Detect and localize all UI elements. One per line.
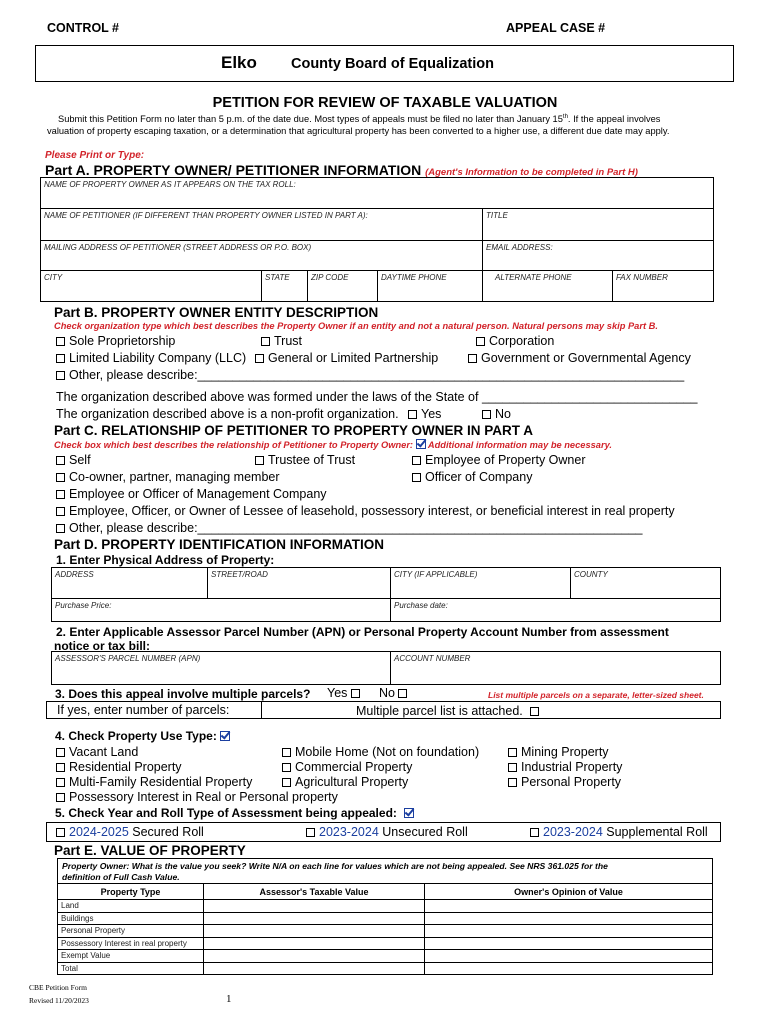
board-name: County Board of Equalization [291, 56, 494, 72]
checkbox-icon[interactable] [482, 410, 491, 419]
roll-unsecured[interactable]: 2023-2024 Unsecured Roll [306, 825, 468, 839]
part-e-instruction-cont: definition of Full Cash Value. [62, 872, 180, 882]
checkbox-icon[interactable] [56, 490, 65, 499]
use-personal[interactable]: Personal Property [508, 775, 621, 789]
checkbox-icon[interactable] [351, 689, 360, 698]
option-lessee[interactable]: Employee, Officer, or Owner of Lessee of leasehold, possessory interest, or beneficial interest in real property [56, 504, 675, 518]
part-b-instruction: Check organization type which best describes the Property Owner if an entity and not a natural person. Natural persons may skip Part B. [54, 321, 658, 331]
q3-label: 3. Does this appeal involve multiple parcels? [55, 687, 311, 701]
county-name: Elko [221, 53, 257, 72]
option-other-entity[interactable]: Other, please describe:______________________________________________________________________ [56, 368, 684, 382]
owner-value-cell[interactable] [425, 912, 713, 925]
page-number: 1 [226, 993, 232, 1005]
checkbox-icon[interactable] [412, 473, 421, 482]
intro-line-1: Submit this Petition Form no later than 5 p.m. of the date due. Most types of appeals must be filed no later than January 15th. If the appeal involves [58, 114, 661, 125]
option-llc[interactable]: Limited Liability Company (LLC) [56, 351, 246, 365]
checkbox-icon[interactable] [508, 778, 517, 787]
county-board-box [35, 45, 734, 82]
fax-field[interactable]: FAX NUMBER [612, 270, 714, 302]
assessor-value-cell[interactable] [204, 900, 425, 913]
checkbox-icon[interactable] [56, 354, 65, 363]
checkbox-icon[interactable] [56, 763, 65, 772]
checkbox-icon[interactable] [56, 524, 65, 533]
part-e-heading: Part E. VALUE OF PROPERTY [54, 843, 246, 858]
table-row [58, 900, 713, 913]
checkbox-icon[interactable] [56, 507, 65, 516]
checkbox-icon[interactable] [282, 763, 291, 772]
table-header-row [58, 884, 713, 900]
option-coowner[interactable]: Co-owner, partner, managing member [56, 470, 280, 484]
use-industrial[interactable]: Industrial Property [508, 760, 622, 774]
purchase-date-field[interactable]: Purchase date: [390, 598, 721, 622]
checkbox-icon[interactable] [255, 456, 264, 465]
owner-value-cell[interactable] [425, 950, 713, 963]
footer-form-name: CBE Petition Form [29, 983, 87, 992]
part-e-instruction-box [57, 858, 713, 884]
title-field[interactable]: TITLE [482, 208, 714, 241]
county-field[interactable]: COUNTY [570, 567, 721, 599]
checkbox-icon[interactable] [398, 689, 407, 698]
checkbox-icon[interactable] [56, 337, 65, 346]
state-field[interactable]: STATE [261, 270, 308, 302]
checkbox-icon[interactable] [56, 371, 65, 380]
option-trust[interactable]: Trust [261, 334, 302, 348]
option-corporation[interactable]: Corporation [476, 334, 554, 348]
table-row [58, 937, 713, 950]
option-sole-proprietorship[interactable]: Sole Proprietorship [56, 334, 175, 348]
nonprofit-yes[interactable]: Yes [408, 407, 441, 421]
checkbox-icon[interactable] [56, 793, 65, 802]
parcel-count-label-box: If yes, enter number of parcels: [46, 701, 262, 719]
part-d-heading: Part D. PROPERTY IDENTIFICATION INFORMATION [54, 537, 385, 552]
row-label: Land [58, 900, 204, 913]
part-a-heading: Part A. PROPERTY OWNER/ PETITIONER INFORMATION (Agent's Information to be completed in Part H) [45, 162, 638, 178]
table-row [58, 962, 713, 975]
q4-label: 4. Check Property Use Type: [55, 729, 230, 743]
col-property-type: Property Type [58, 884, 204, 900]
checkbox-icon[interactable] [530, 828, 539, 837]
checkbox-icon[interactable] [255, 354, 264, 363]
owner-value-cell[interactable] [425, 925, 713, 938]
checkmark-icon [404, 808, 414, 818]
checkbox-icon[interactable] [56, 778, 65, 787]
checkbox-icon[interactable] [408, 410, 417, 419]
roll-supplemental[interactable]: 2023-2024 Supplemental Roll [530, 825, 708, 839]
page-title: PETITION FOR REVIEW OF TAXABLE VALUATION [212, 95, 558, 111]
daytime-phone-field[interactable]: DAYTIME PHONE [377, 270, 483, 302]
apn-field[interactable]: ASSESSOR'S PARCEL NUMBER (APN) [51, 651, 391, 685]
option-officer[interactable]: Officer of Company [412, 470, 532, 484]
mailing-address-field[interactable]: MAILING ADDRESS OF PETITIONER (STREET ADDRESS OR P.O. BOX) [40, 240, 483, 271]
assessor-value-cell[interactable] [204, 912, 425, 925]
table-row [58, 912, 713, 925]
parcel-count-field[interactable] [261, 701, 721, 719]
option-self[interactable]: Self [56, 453, 91, 467]
control-number-label: CONTROL # [47, 21, 119, 35]
row-label: Buildings [58, 912, 204, 925]
nonprofit-no[interactable]: No [482, 407, 511, 421]
use-mobile[interactable]: Mobile Home (Not on foundation) [282, 745, 479, 759]
alternate-phone-field[interactable]: ALTERNATE PHONE [482, 270, 613, 302]
use-commercial[interactable]: Commercial Property [282, 760, 412, 774]
value-table [57, 883, 713, 975]
option-other-relationship[interactable]: Other, please describe:________________________________________________________________ [56, 521, 642, 535]
formed-under-state: The organization described above was formed under the laws of the State of _______________________________ [56, 390, 698, 404]
checkbox-icon[interactable] [306, 828, 315, 837]
checkmark-icon [220, 731, 230, 741]
checkbox-icon[interactable] [476, 337, 485, 346]
owner-name-field[interactable]: NAME OF PROPERTY OWNER AS IT APPEARS ON THE TAX ROLL: [40, 177, 714, 209]
checkbox-icon[interactable] [56, 473, 65, 482]
row-label: Personal Property [58, 925, 204, 938]
q2-label: 2. Enter Applicable Assessor Parcel Number (APN) or Personal Property Account Number from assessment [56, 625, 669, 639]
multiple-yes[interactable]: Yes [327, 686, 364, 700]
zip-field[interactable]: ZIP CODE [307, 270, 378, 302]
petitioner-name-field[interactable]: NAME OF PETITIONER (IF DIFFERENT THAN PROPERTY OWNER LISTED IN PART A): [40, 208, 483, 241]
list-parcels-note: List multiple parcels on a separate, letter-sized sheet. [488, 690, 704, 700]
address-field[interactable]: ADDRESS [51, 567, 208, 599]
multiple-no[interactable]: No [379, 686, 411, 700]
part-c-instruction: Check box which best describes the relationship of Petitioner to Property Owner: Additional information may be necessary. [54, 440, 612, 450]
use-agricultural[interactable]: Agricultural Property [282, 775, 408, 789]
intro-line-2: valuation of property escaping taxation, or a determination that agricultural property has been converted to a higher use, a different due date may apply. [47, 126, 670, 136]
row-label: Exempt Value [58, 950, 204, 963]
checkbox-icon[interactable] [56, 828, 65, 837]
q2-label-cont: notice or tax bill: [54, 639, 151, 653]
checkbox-icon[interactable] [56, 456, 65, 465]
q1-label: 1. Enter Physical Address of Property: [56, 553, 275, 567]
use-residential[interactable]: Residential Property [56, 760, 182, 774]
assessor-value-cell[interactable] [204, 937, 425, 950]
assessor-value-cell[interactable] [204, 950, 425, 963]
account-number-field[interactable]: ACCOUNT NUMBER [390, 651, 721, 685]
parcel-list-attached[interactable]: Multiple parcel list is attached. [356, 704, 543, 718]
nonprofit-question: The organization described above is a non-profit organization. [56, 407, 399, 421]
use-multifamily[interactable]: Multi-Family Residential Property [56, 775, 252, 789]
option-employee-mgmt[interactable]: Employee or Officer of Management Company [56, 487, 327, 501]
footer-revised: Revised 11/20/2023 [29, 996, 89, 1005]
checkbox-icon[interactable] [468, 354, 477, 363]
row-label: Total [58, 962, 204, 975]
checkbox-icon[interactable] [261, 337, 270, 346]
use-possessory[interactable]: Possessory Interest in Real or Personal property [56, 790, 338, 804]
option-trustee[interactable]: Trustee of Trust [255, 453, 355, 467]
row-label: Possessory Interest in real property [58, 937, 204, 950]
table-row [58, 925, 713, 938]
col-assessor-value: Assessor's Taxable Value [204, 884, 425, 900]
checkbox-icon[interactable] [282, 778, 291, 787]
table-row [58, 950, 713, 963]
city-field[interactable]: CITY [40, 270, 262, 302]
use-mining[interactable]: Mining Property [508, 745, 609, 759]
owner-value-cell[interactable] [425, 962, 713, 975]
q5-label: 5. Check Year and Roll Type of Assessment being appealed: [55, 806, 414, 820]
checkbox-icon[interactable] [56, 748, 65, 757]
option-government[interactable]: Government or Governmental Agency [468, 351, 691, 365]
checkmark-icon [416, 439, 426, 449]
checkbox-icon[interactable] [412, 456, 421, 465]
part-c-heading: Part C. RELATIONSHIP OF PETITIONER TO PROPERTY OWNER IN PART A [54, 423, 534, 438]
use-vacant[interactable]: Vacant Land [56, 745, 138, 759]
roll-secured[interactable]: 2024-2025 Secured Roll [56, 825, 204, 839]
please-print-note: Please Print or Type: [45, 150, 145, 161]
city-applicable-field[interactable]: CITY (IF APPLICABLE) [390, 567, 571, 599]
option-partnership[interactable]: General or Limited Partnership [255, 351, 438, 365]
street-field[interactable]: STREET/ROAD [207, 567, 391, 599]
checkbox-icon[interactable] [508, 748, 517, 757]
owner-value-cell[interactable] [425, 900, 713, 913]
owner-value-cell[interactable] [425, 937, 713, 950]
checkbox-icon[interactable] [282, 748, 291, 757]
appeal-case-label: APPEAL CASE # [506, 21, 606, 35]
checkbox-icon[interactable] [530, 707, 539, 716]
email-field[interactable]: EMAIL ADDRESS: [482, 240, 714, 271]
col-owner-opinion: Owner's Opinion of Value [425, 884, 713, 900]
option-employee-owner[interactable]: Employee of Property Owner [412, 453, 586, 467]
purchase-price-field[interactable]: Purchase Price: [51, 598, 391, 622]
part-b-heading: Part B. PROPERTY OWNER ENTITY DESCRIPTION [54, 305, 379, 320]
part-e-instruction: Property Owner: What is the value you seek? Write N/A on each line for values which are not being appealed. See NRS 361.025 for the [62, 861, 608, 871]
checkbox-icon[interactable] [508, 763, 517, 772]
assessor-value-cell[interactable] [204, 962, 425, 975]
assessor-value-cell[interactable] [204, 925, 425, 938]
